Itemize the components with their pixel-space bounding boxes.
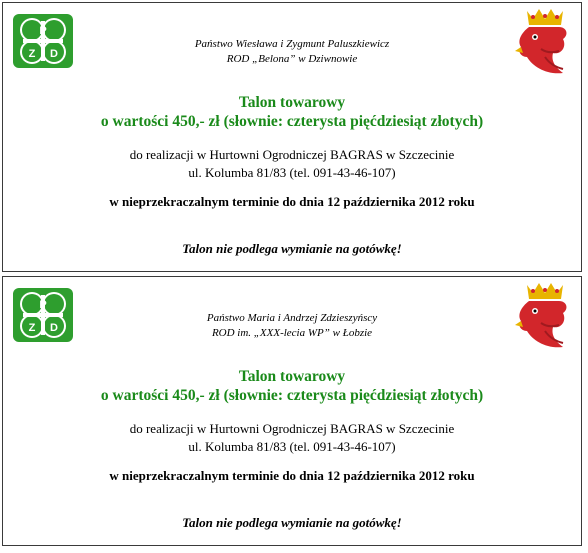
voucher-1: [2, 2, 582, 272]
title-heading: Talon towarowy: [238, 368, 346, 385]
cash-note: Talon nie podlega wymianie na gotówkę!: [182, 241, 402, 256]
redemption-details: [3, 146, 581, 182]
title-value: o wartości 450,- zł (słownie: czterysta pięćdziesiąt złotych): [100, 113, 484, 130]
voucher-title: [3, 93, 581, 131]
svg-text:P: P: [39, 25, 47, 37]
redemption-details: [3, 420, 581, 456]
details-address: ul. Kolumba 81/83 (tel. 091-43-46-107): [188, 165, 396, 180]
details-address: ul. Kolumba 81/83 (tel. 091-43-46-107): [188, 439, 396, 454]
svg-text:D: D: [50, 48, 58, 60]
owners-names: Państwo Wiesława i Zygmunt Paluszkiewicz: [194, 38, 390, 50]
deadline: w nieprzekraczalnym terminie do dnia 12 października 2012 roku: [109, 194, 475, 209]
details-place: do realizacji w Hurtowni Ogrodniczej BAGRAS w Szczecinie: [129, 421, 455, 436]
svg-text:P: P: [39, 299, 47, 311]
title-heading: Talon towarowy: [238, 94, 346, 111]
details-place: do realizacji w Hurtowni Ogrodniczej BAGRAS w Szczecinie: [129, 147, 455, 162]
owners: [3, 311, 581, 341]
owners-garden: ROD „Belona” w Dziwnowie: [226, 53, 358, 65]
svg-text:Z: Z: [28, 48, 36, 60]
title-value: o wartości 450,- zł (słownie: czterysta pięćdziesiąt złotych): [100, 387, 484, 404]
svg-text:Z: Z: [28, 322, 36, 334]
owners-garden: ROD im. „XXX-lecia WP” w Łobzie: [211, 327, 373, 339]
owners: [3, 37, 581, 67]
deadline: w nieprzekraczalnym terminie do dnia 12 października 2012 roku: [109, 468, 475, 483]
voucher-2: [2, 276, 582, 546]
svg-text:D: D: [50, 322, 58, 334]
voucher-title: [3, 367, 581, 405]
owners-names: Państwo Maria i Andrzej Zdzieszyńscy: [206, 312, 378, 324]
cash-note: Talon nie podlega wymianie na gotówkę!: [182, 515, 402, 530]
